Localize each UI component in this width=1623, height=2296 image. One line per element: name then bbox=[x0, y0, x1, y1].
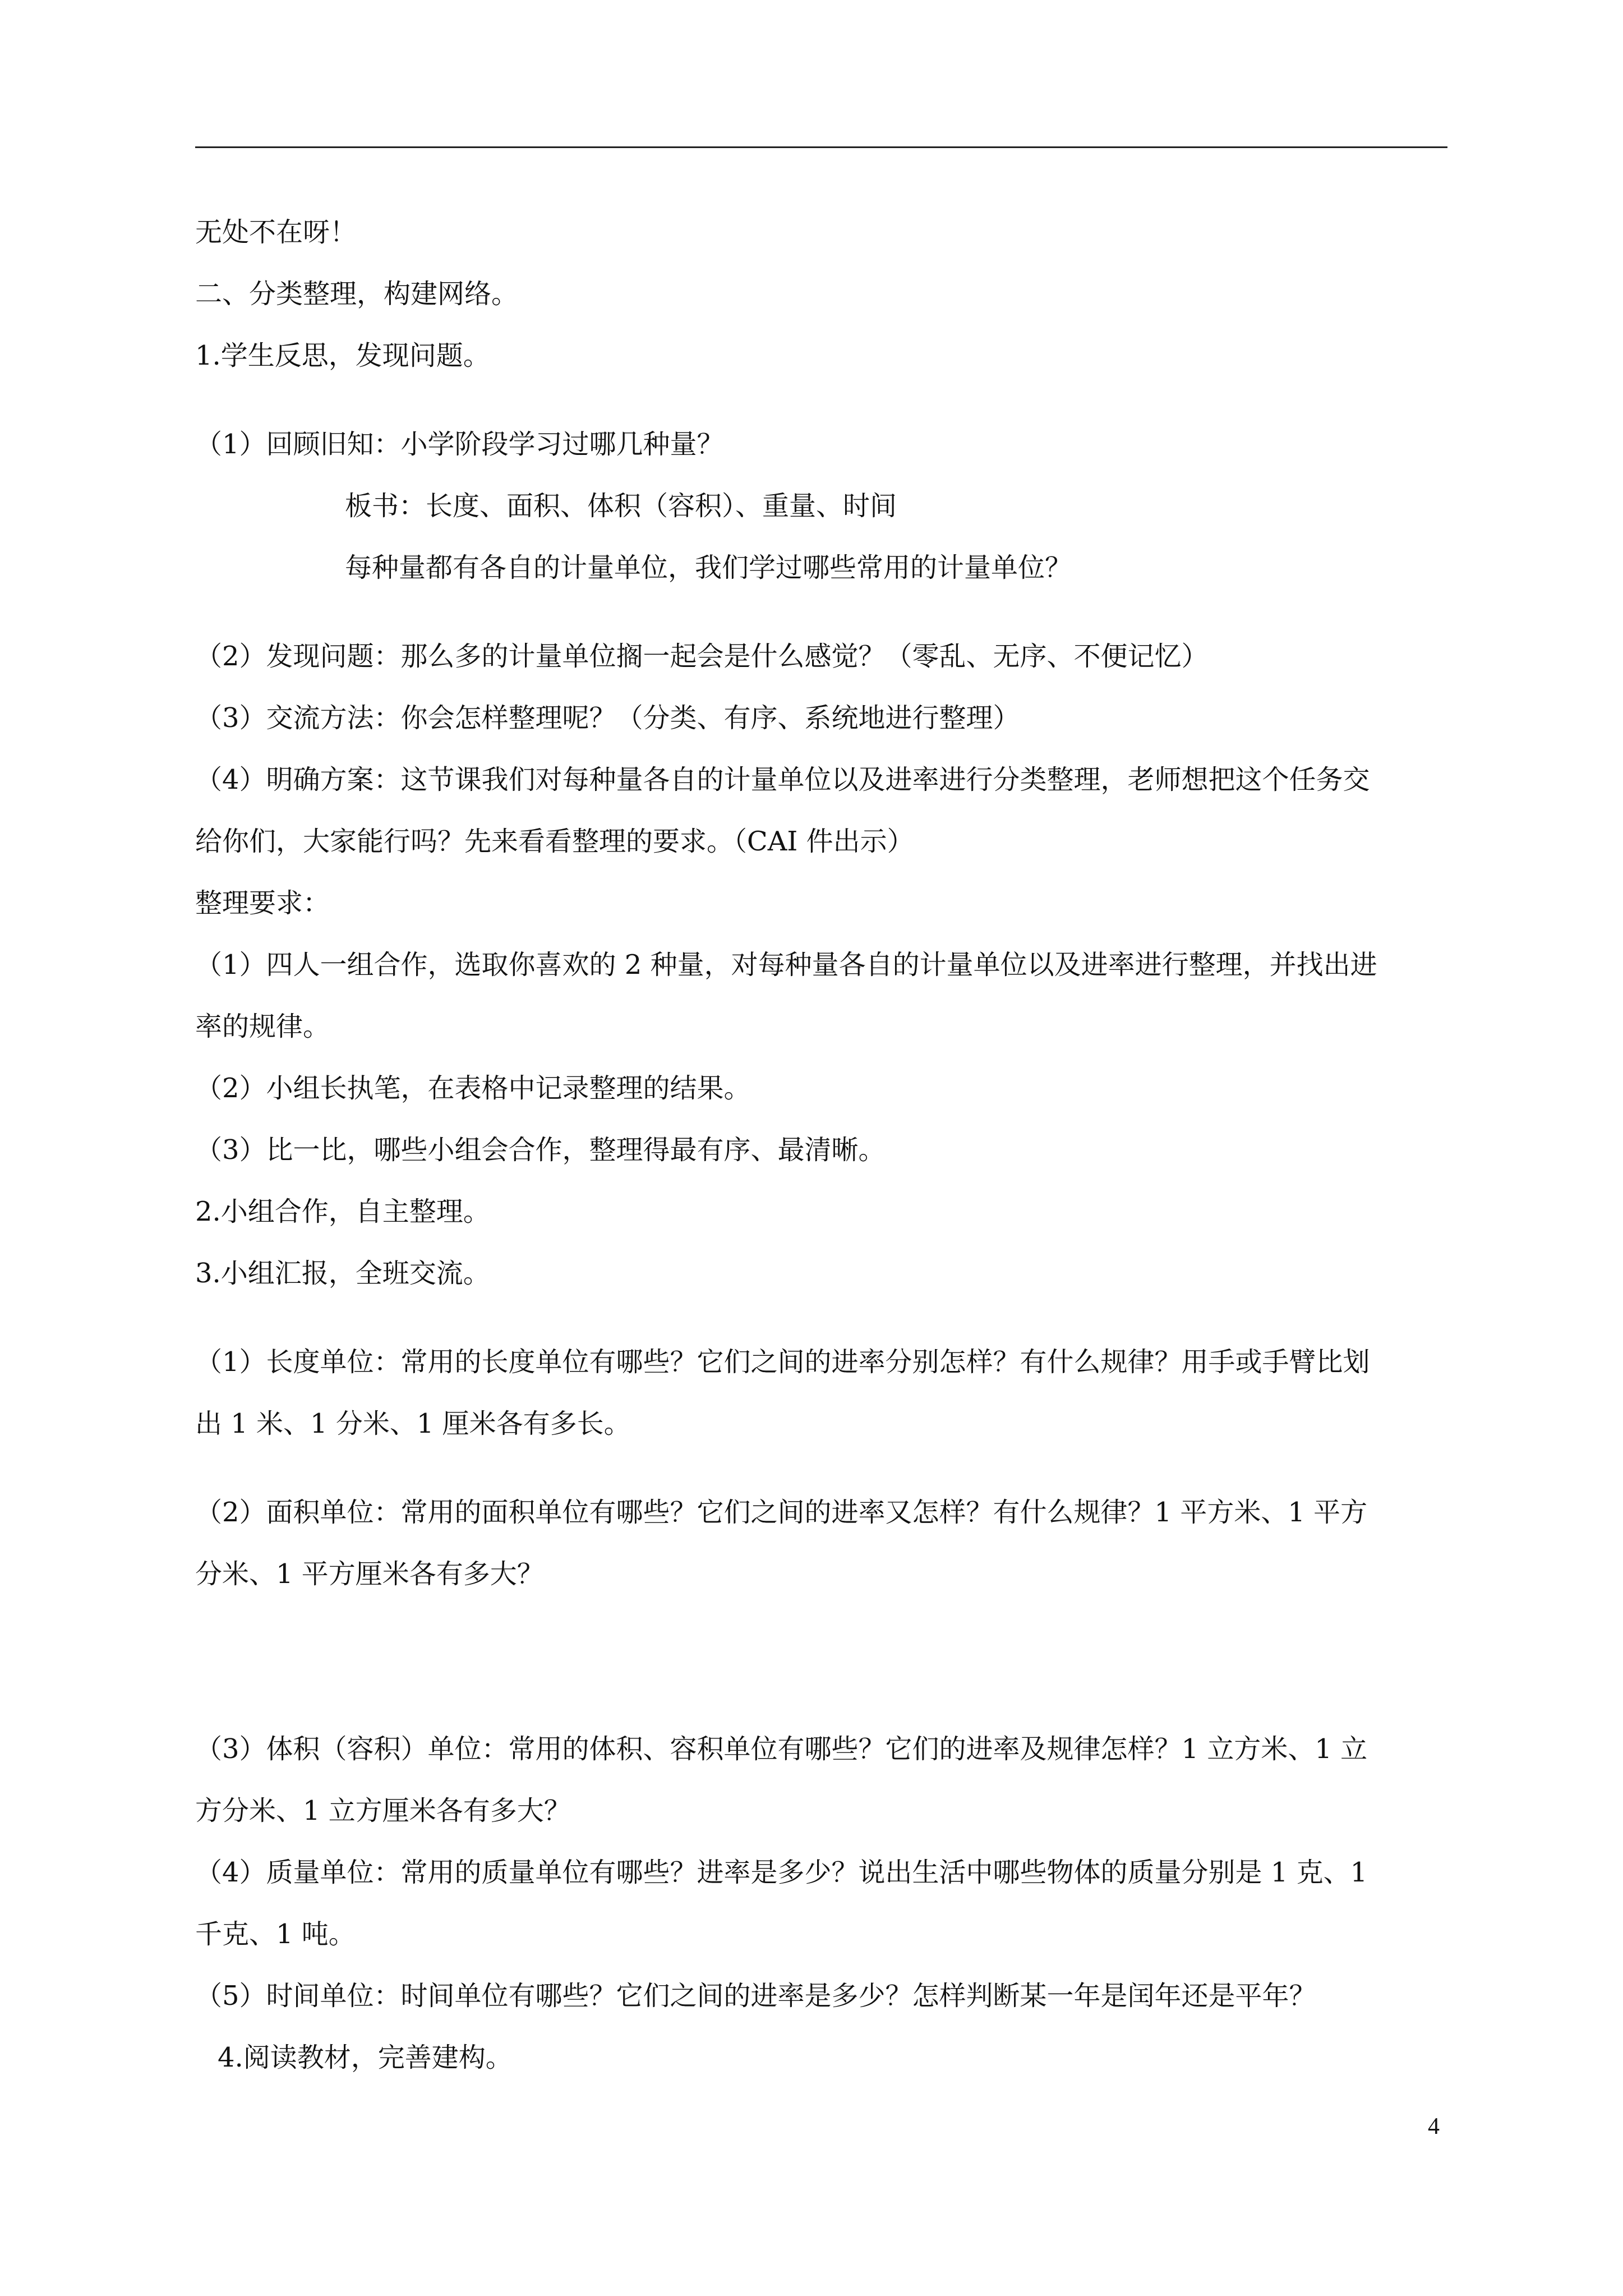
paragraph-line: （3）体积（容积）单位：常用的体积、容积单位有哪些？它们的进率及规律怎样？1 立方米、1 立 bbox=[195, 1733, 1368, 1765]
step-heading: 3.小组汇报，全班交流。 bbox=[195, 1258, 490, 1289]
paragraph-line: 无处不在呀！ bbox=[195, 217, 357, 248]
paragraph-line: （2）小组长执笔，在表格中记录整理的结果。 bbox=[195, 1073, 751, 1104]
paragraph-line: （1）回顾旧知：小学阶段学习过哪几种量？ bbox=[195, 429, 724, 460]
paragraph-line: 分米、1 平方厘米各有多大？ bbox=[195, 1558, 544, 1590]
header-rule bbox=[195, 146, 1447, 148]
page-number: 4 bbox=[1428, 2114, 1440, 2139]
subheading: 整理要求： bbox=[195, 887, 330, 919]
paragraph-line: （1）四人一组合作，选取你喜欢的 2 种量，对每种量各自的计量单位以及进率进行整理，并找出进 bbox=[195, 949, 1377, 981]
paragraph-line: 千克、1 吨。 bbox=[195, 1918, 356, 1950]
paragraph-line: （5）时间单位：时间单位有哪些？它们之间的进率是多少？怎样判断某一年是闰年还是平年？ bbox=[195, 1980, 1316, 2012]
paragraph-line: （4）明确方案：这节课我们对每种量各自的计量单位以及进率进行分类整理，老师想把这个任务交 bbox=[195, 764, 1370, 795]
paragraph-line: 给你们，大家能行吗？先来看看整理的要求。（CAI 件出示） bbox=[195, 826, 914, 857]
step-heading: 2.小组合作，自主整理。 bbox=[195, 1196, 490, 1227]
paragraph-line: （1）长度单位：常用的长度单位有哪些？它们之间的进率分别怎样？有什么规律？用手或手臂比划 bbox=[195, 1346, 1370, 1378]
section-heading: 二、分类整理，构建网络。 bbox=[195, 278, 519, 310]
paragraph-line: （2）面积单位：常用的面积单位有哪些？它们之间的进率又怎样？有什么规律？1 平方米、1 平方 bbox=[195, 1497, 1368, 1528]
step-heading: 4.阅读教材，完善建构。 bbox=[218, 2042, 513, 2073]
paragraph-line: （3）交流方法：你会怎样整理呢？（分类、有序、系统地进行整理） bbox=[195, 702, 1020, 734]
paragraph-line: 出 1 米、1 分米、1 厘米各有多长。 bbox=[195, 1408, 631, 1439]
paragraph-line: （4）质量单位：常用的质量单位有哪些？进率是多少？说出生活中哪些物体的质量分别是 1 克、1 bbox=[195, 1857, 1368, 1888]
paragraph-line: 每种量都有各自的计量单位，我们学过哪些常用的计量单位？ bbox=[345, 552, 1072, 583]
paragraph-line: 板书：长度、面积、体积（容积）、重量、时间 bbox=[345, 490, 897, 522]
step-heading: 1.学生反思，发现问题。 bbox=[195, 340, 490, 371]
paragraph-line: 率的规律。 bbox=[195, 1011, 330, 1042]
paragraph-line: 方分米、1 立方厘米各有多大？ bbox=[195, 1795, 571, 1826]
paragraph-line: （2）发现问题：那么多的计量单位搁一起会是什么感觉？（零乱、无序、不便记忆） bbox=[195, 641, 1209, 672]
paragraph-line: （3）比一比，哪些小组会合作，整理得最有序、最清晰。 bbox=[195, 1134, 886, 1166]
